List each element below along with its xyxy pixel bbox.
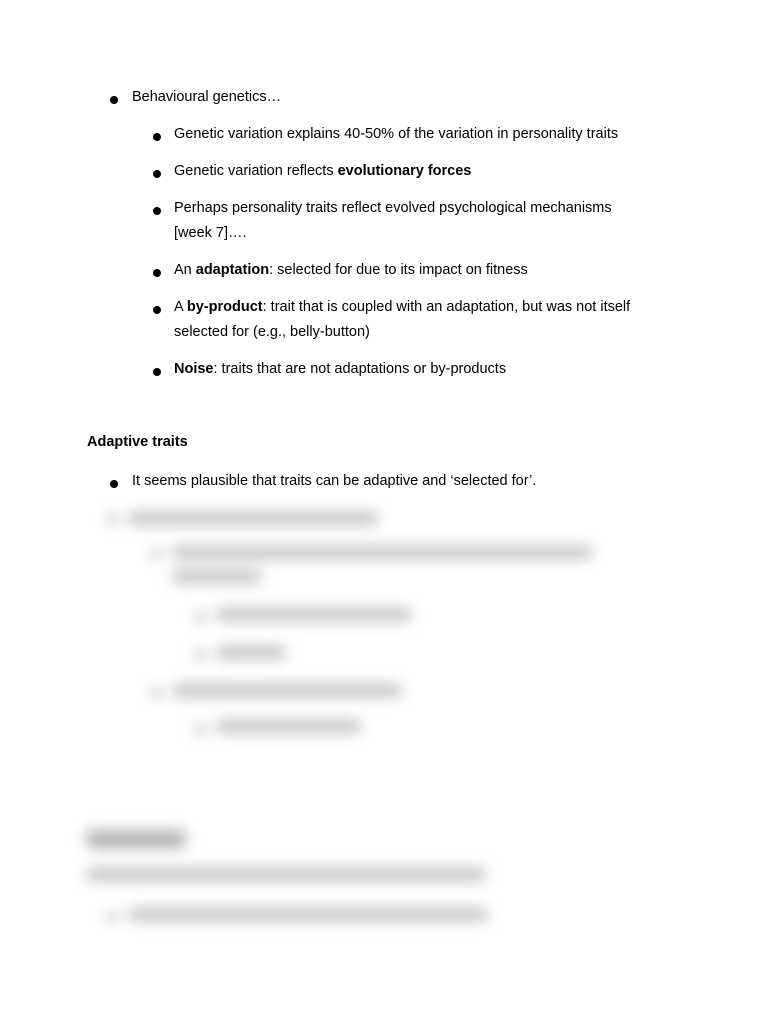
blurred-preview-region xyxy=(0,500,784,960)
list-item-text xyxy=(174,159,471,184)
text-line: selected for (e.g., belly-button) xyxy=(174,324,370,340)
list-item xyxy=(153,300,630,345)
list-item-text: Genetic variation explains 40-50% of the variation in personality traits xyxy=(174,126,619,142)
list-item-text: It seems plausible that traits can be adaptive and ‘selected for’. xyxy=(132,473,537,489)
bullet-icon xyxy=(110,96,118,104)
bullet-icon xyxy=(153,269,161,277)
text-segment: : trait that is coupled with an adaptation, but was not itself xyxy=(262,299,631,315)
list-item xyxy=(110,90,281,110)
list-item xyxy=(153,164,471,184)
bullet-icon xyxy=(153,170,161,178)
list-item-text xyxy=(174,258,528,283)
list-item-text xyxy=(174,357,506,382)
text-segment: An xyxy=(174,262,196,278)
list-item-text xyxy=(174,295,630,345)
list-item xyxy=(110,474,536,494)
bold-term: adaptation xyxy=(195,262,270,278)
text-segment: : selected for due to its impact on fitness xyxy=(269,262,528,278)
text-line: Perhaps personality traits reflect evolved psychological mechanisms xyxy=(174,200,612,216)
list-item-text xyxy=(174,196,612,246)
text-segment: : traits that are not adaptations or by-products xyxy=(213,361,507,377)
bold-term: Noise xyxy=(174,361,214,377)
bullet-icon xyxy=(110,480,118,488)
bullet-icon xyxy=(153,207,161,215)
text-segment: A xyxy=(174,299,187,315)
bullet-icon xyxy=(153,306,161,314)
bold-term: by-product xyxy=(186,299,263,315)
list-item xyxy=(153,127,618,147)
bullet-icon xyxy=(153,133,161,141)
bold-term: evolutionary forces xyxy=(337,163,472,179)
section-heading: Adaptive traits xyxy=(87,434,188,450)
text-segment: Genetic variation reflects xyxy=(174,163,338,179)
list-item xyxy=(153,201,612,246)
list-item xyxy=(153,263,528,283)
bullet-icon xyxy=(153,368,161,376)
text-line: [week 7]…. xyxy=(174,225,247,241)
list-item-text: Behavioural genetics… xyxy=(132,89,282,105)
list-item xyxy=(153,362,506,382)
